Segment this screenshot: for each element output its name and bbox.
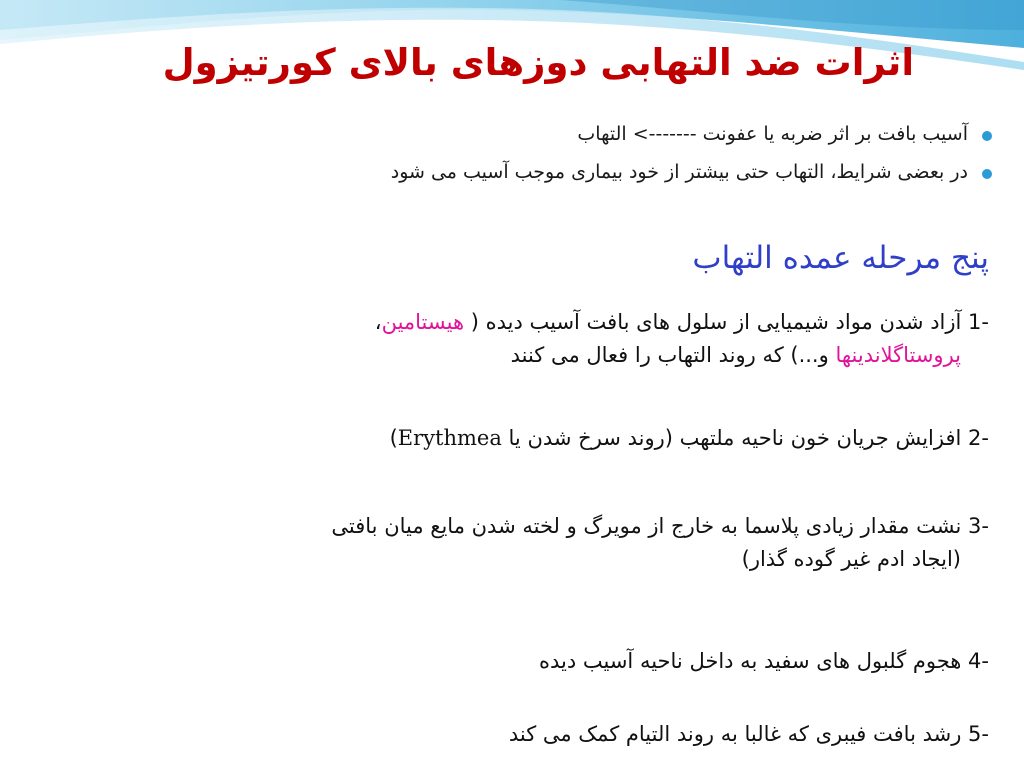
step-1 <box>29 306 989 371</box>
highlight-histamine: هیستامین <box>381 310 465 334</box>
step-text: هجوم گلبول های سفید به داخل ناحیه آسیب دیده <box>538 649 962 673</box>
bullet-text: آسیب بافت بر اثر ضربه یا عفونت -------> التهاب <box>577 123 968 145</box>
step-number: 1- <box>968 310 989 334</box>
bullet-text: در بعضی شرایط، التهاب حتی بیشتر از خود بیماری موجب آسیب می شود <box>390 160 968 183</box>
step-number: 2- <box>968 426 989 450</box>
step-5 <box>29 718 989 751</box>
step-text-cont: و...) که روند التهاب را فعال می کنند <box>510 342 829 367</box>
bullet-dot-icon <box>982 169 992 179</box>
bullet-list <box>34 122 994 197</box>
step-separator: ، <box>374 310 382 334</box>
subheading: پنج مرحله عمده التهاب <box>692 240 989 276</box>
step-close-paren: ) <box>389 426 398 450</box>
step-text: رشد بافت فیبری که غالبا به روند التیام کمک می کند <box>508 722 962 746</box>
step-text: افزایش جریان خون ناحیه ملتهب (روند سرخ شدن یا <box>508 426 962 450</box>
step-text: نشت مقدار زیادی پلاسما به خارج از مویرگ و لخته شدن مایع میان بافتی <box>331 514 962 538</box>
bullet-item <box>34 122 994 148</box>
highlight-prostaglandins: پروستاگلاندینها <box>835 342 961 367</box>
step-number: 4- <box>968 649 989 673</box>
slide-title: اثرات ضد التهابی دوزهای بالای کورتیزول <box>162 41 914 84</box>
step-4 <box>29 645 989 678</box>
bullet-item <box>34 160 994 186</box>
step-text-cont: (ایجاد ادم غیر گوده گذار) <box>741 546 961 571</box>
bullet-dot-icon <box>982 131 992 141</box>
step-number: 5- <box>968 722 989 746</box>
step-2 <box>29 422 989 455</box>
step-text: آزاد شدن مواد شیمیایی از سلول های بافت آسیب دیده ( <box>470 310 962 334</box>
step-3 <box>29 510 989 575</box>
step-number: 3- <box>968 514 989 538</box>
latin-term: Erythmea <box>397 426 502 450</box>
